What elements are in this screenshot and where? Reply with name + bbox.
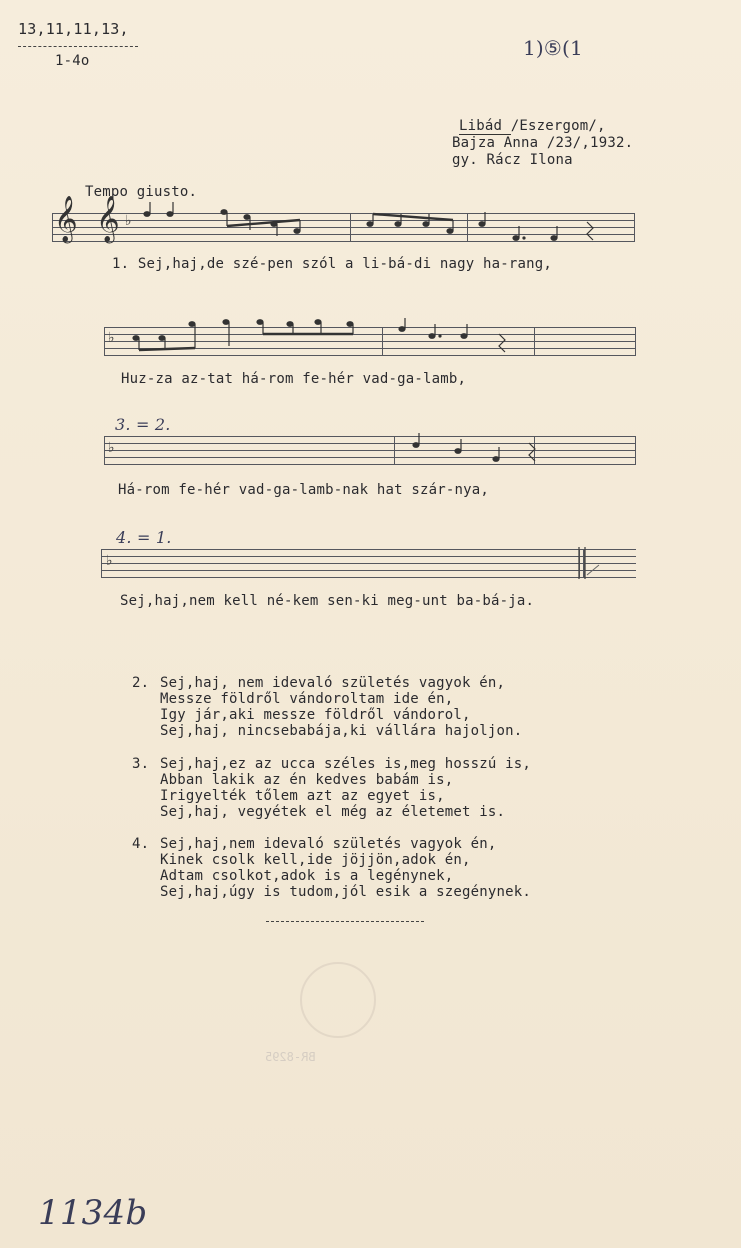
verse-line: Messze földről vándoroltam ide én, xyxy=(160,691,454,707)
repeat-mark-3: 3. = 2. xyxy=(115,415,171,434)
lyric-line-4: Sej,haj,nem kell né-kem sen-ki meg-unt ba-bá-ja. xyxy=(120,593,535,609)
verse-line: Sej,haj, nincsebabája,ki vállára hajoljon. xyxy=(160,723,523,739)
verse-number: 2. xyxy=(132,675,150,691)
verse-line: Kinek csolk kell,ide jöjjön,adok én, xyxy=(160,852,471,868)
treble-clef-icon: 𝄞 xyxy=(96,196,120,242)
lyric-line-1: 1. Sej,haj,de szé-pen szól a li-bá-di nagy ha-rang, xyxy=(112,256,553,272)
flat-icon: ♭ xyxy=(125,213,132,229)
flat-icon: ♭ xyxy=(108,330,115,346)
verse-number: 4. xyxy=(132,836,150,852)
notes-staff-3 xyxy=(104,421,636,471)
verse-line: Sej,haj,úgy is tudom,jól esik a szegénynek. xyxy=(160,884,532,900)
final-barline-icon xyxy=(575,545,605,585)
lyric-line-2: Huz-za az-tat há-rom fe-hér vad-ga-lamb, xyxy=(121,371,467,387)
notes-staff-1 xyxy=(52,200,635,250)
catalog-mark: 1)⑤(1 xyxy=(523,36,583,60)
archive-number: 1134b xyxy=(38,1193,148,1233)
staff-4 xyxy=(101,549,636,579)
source-singer: Bajza Anna /23/,1932. xyxy=(452,135,634,151)
verse-line: Adtam csolkot,adok is a legénynek, xyxy=(160,868,454,884)
flat-icon: ♭ xyxy=(106,553,113,569)
lyric-line-3: Há-rom fe-hér vad-ga-lamb-nak hat szár-nya, xyxy=(118,482,490,498)
verse-line: Sej,haj, vegyétek el még az életemet is. xyxy=(160,804,506,820)
verse-line: Sej,haj,ez az ucca széles is,meg hosszú is, xyxy=(160,756,532,772)
faint-stamp xyxy=(300,962,376,1038)
bleed-through-text: BR-8295 xyxy=(265,1050,316,1064)
verse-line: Sej,haj,nem idevaló születés vagyok én, xyxy=(160,836,497,852)
rhythm-numbers: 13,11,11,13, xyxy=(18,20,129,38)
tempo-marking: Tempo giusto. xyxy=(85,184,198,200)
verse-line: Abban lakik az én kedves babám is, xyxy=(160,772,454,788)
verse-number: 3. xyxy=(132,756,150,772)
notes-staff-2 xyxy=(104,312,636,362)
fraction-bottom: 1-4o xyxy=(55,53,90,69)
end-divider xyxy=(266,921,424,922)
source-collector: gy. Rácz Ilona xyxy=(452,152,573,168)
repeat-mark-4: 4. = 1. xyxy=(116,528,172,547)
verse-line: Igy jár,aki messze földről vándorol, xyxy=(160,707,471,723)
verse-line: Irigyelték tőlem azt az egyet is, xyxy=(160,788,445,804)
flat-icon: ♭ xyxy=(108,440,115,456)
fraction-line xyxy=(18,46,138,47)
source-place: Libád /Eszergom/, xyxy=(459,118,606,134)
treble-clef-icon: 𝄞 xyxy=(54,196,78,242)
verse-line: Sej,haj, nem idevaló születés vagyok én, xyxy=(160,675,506,691)
